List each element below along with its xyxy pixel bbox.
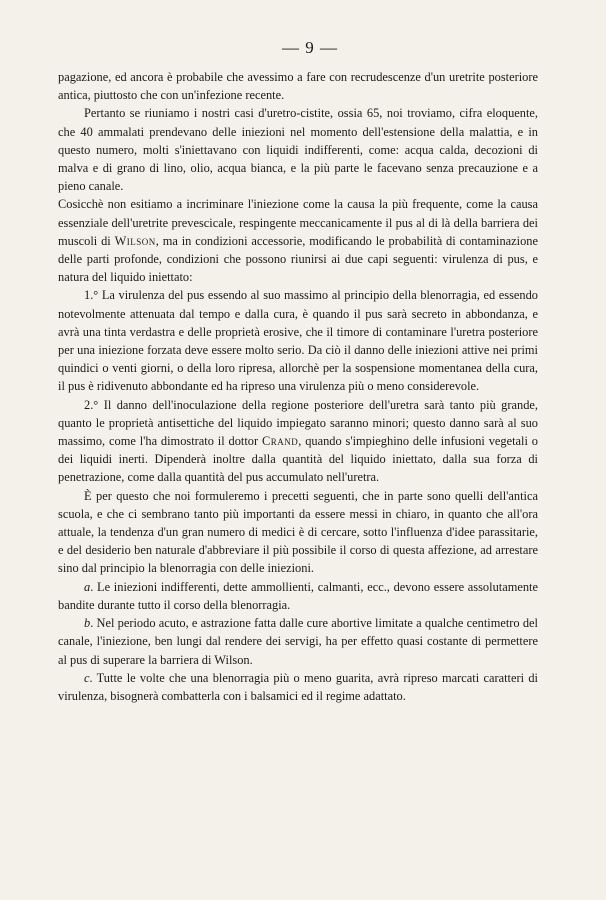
paragraph-p2 <box>58 104 538 195</box>
paragraph-text: . Nel periodo acuto, e astrazione fatta dalle cure abortive limitate a qualche centimetro del canale, l'iniezione, ben lungi dal rendere dei servigi, ha per effetto quasi costante di permettere al pus di superare la barriera di Wilson. <box>58 616 538 667</box>
paragraph-text: 1.° La virulenza del pus essendo al suo massimo al principio della blenorragia, ed essendo notevolmente attenuata dal tempo e dalla cura, è quando il pus sarà secreto in abbondanza, e avrà una tinta verdastra e delle proprietà erosive, che il timore di contaminare l'uretra posteriore per una iniezione forzata deve essere molto serio. Da ciò il danno delle iniezioni attive nei primi quindici o venti giorni, o della loro ripresa, allorchè per la sospensione momentanea della cura, il pus è ridivenuto abbondante ed ha ripreso una virulenza più o meno considerevole. <box>58 288 538 394</box>
paragraph-text: Wilson <box>114 233 156 248</box>
paragraph-p6 <box>58 487 538 578</box>
paragraph-p9 <box>58 669 538 705</box>
paragraph-text: È per questo che noi formuleremo i precetti seguenti, che in parte sono quelli dell'antica scuola, e che ci sembrano tanto più importanti da essere messi in chiaro, in quanto che all'ora attuale, la tendenza d'un gran numero di medici è di cercare, sotto l'influenza d'idee parassitarie, e del desiderio ben naturale d'abbreviare il più possibile il corso di questa affezione, ad arrestare sino dal principio la blenorragia con delle iniezioni. <box>58 488 538 576</box>
paragraph-text: . Tutte le volte che una blenorragia più o meno guarita, avrà ripreso marcati caratteri di virulenza, bisognerà combatterla con i balsamici ed il regime adattato. <box>58 670 538 703</box>
paragraph-text: Cosicchè non esitiamo a incriminare l'iniezione come la causa la più frequente, come la causa essenziale dell'uretrite prevescicale, respingente meccanicamente il pus al di là della barriera dei muscoli di <box>58 197 538 248</box>
paragraph-p3 <box>58 195 538 286</box>
paragraph-p7 <box>58 578 538 614</box>
paragraph-p5 <box>58 396 538 487</box>
paragraph-text: b <box>84 616 91 631</box>
body-text <box>58 68 538 705</box>
paragraph-p1 <box>58 68 538 104</box>
paragraph-p8 <box>58 614 538 669</box>
paragraph-text: Pertanto se riuniamo i nostri casi d'uretro-cistite, ossia 65, noi troviamo, cifra eloquente, che 40 ammalati prendevano delle iniezioni nel momento dell'estensione della malattia, e in questo numero, molti s'iniettavano con liquidi indifferenti, come: acqua calda, decozioni di malva e di grano di lino, olio, acqua bianca, e la più parte le facevano senza precauzione e a pieno canale. <box>58 106 538 194</box>
paragraph-text: a <box>84 579 91 594</box>
paragraph-text: , ma in condizioni accessorie, modificando le probabilità di contaminazione delle parti profonde, condizioni che possono riunirsi ai due capi seguenti: virulenza di pus, e natura del liquido iniettato: <box>58 233 538 285</box>
paragraph-text: pagazione, ed ancora è probabile che avessimo a fare con recrudescenze d'un uretrite posteriore antica, piuttosto che con un'infezione recente. <box>58 70 538 103</box>
page-number: — 9 — <box>282 38 338 57</box>
paragraph-text: c <box>84 670 90 685</box>
paragraph-text: 2.° Il danno dell'inoculazione della regione posteriore dell'uretra sarà tanto più grande, quanto le proprietà antisettiche del liquido impiegato saranno minori; questo danno sarà al suo massimo, come l'ha dimostrato il dottor <box>58 397 538 449</box>
book-page <box>58 38 538 705</box>
paragraph-text: . Le iniezioni indifferenti, dette ammollienti, calmanti, ecc., devono essere assolutamente bandite durante tutto il corso della blenorragia. <box>58 579 538 612</box>
paragraph-p4 <box>58 286 538 395</box>
paragraph-text: , quando s'impieghino delle infusioni vegetali o dei liquidi inerti. Dipenderà inoltre dalla quantità del liquido iniettato, dalla sua forza di penetrazione, come dalla quantità del pus accumulato nell'uretra. <box>58 434 538 485</box>
paragraph-text: Crand <box>261 434 299 449</box>
